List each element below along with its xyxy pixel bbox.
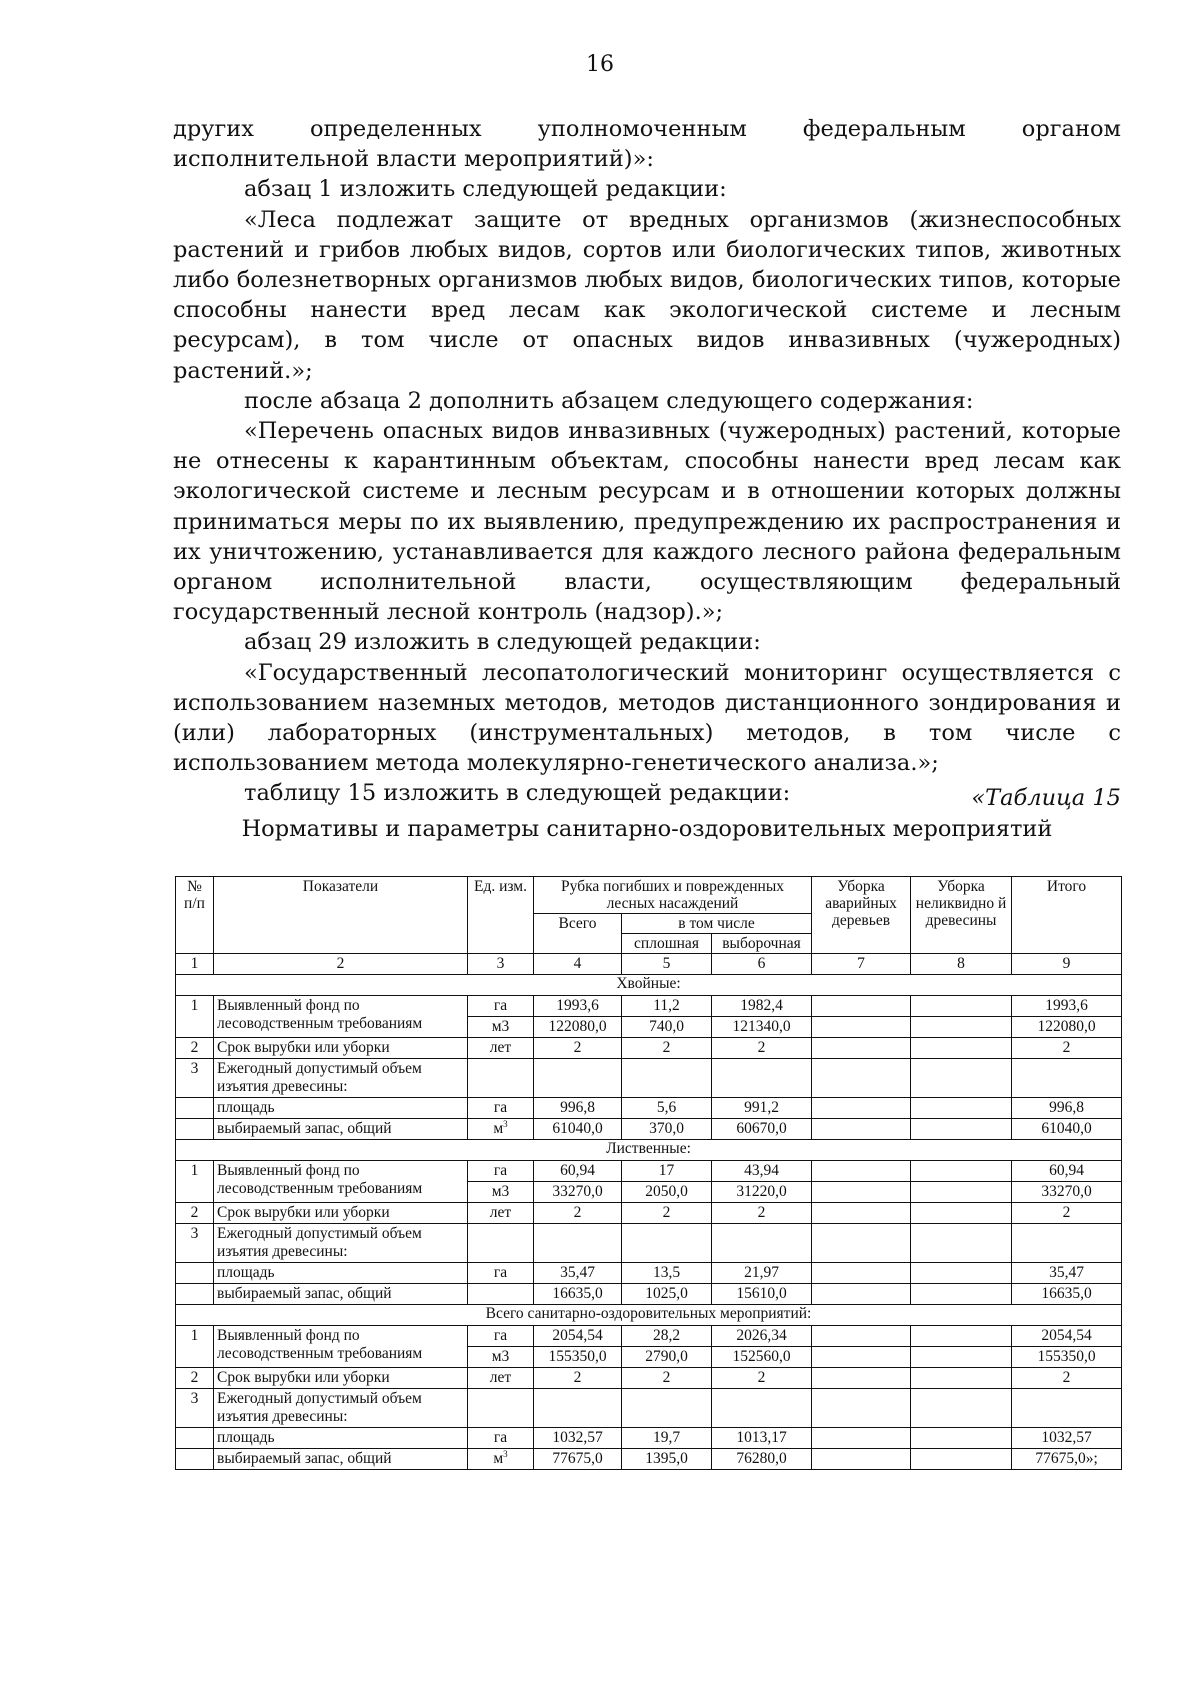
- value-cell: [812, 1284, 911, 1305]
- value-cell: 35,47: [534, 1263, 622, 1284]
- norms-table: [175, 876, 1122, 1470]
- col-number: 6: [712, 954, 812, 975]
- col-number: 9: [1012, 954, 1122, 975]
- value-cell: [911, 1284, 1012, 1305]
- unit-cell: м3: [468, 1347, 534, 1368]
- empty-cell: [534, 1059, 622, 1098]
- unit-cell: га: [468, 1326, 534, 1347]
- unit-cell: лет: [468, 1038, 534, 1059]
- value-cell: [911, 1449, 1012, 1470]
- value-cell: [812, 1326, 911, 1347]
- table-row: [176, 1098, 1122, 1119]
- header-indicator: Показатели: [214, 877, 468, 954]
- unit-cell: лет: [468, 1368, 534, 1389]
- paragraph: после абзаца 2 дополнить абзацем следующего содержания:: [244, 387, 974, 414]
- value-cell: 2: [622, 1203, 712, 1224]
- indicator-label: площадь: [214, 1428, 468, 1449]
- table-title: Нормативы и параметры санитарно-оздоровительных мероприятий: [241, 816, 1053, 842]
- empty-cell: [534, 1224, 622, 1263]
- value-cell: 2: [1012, 1038, 1122, 1059]
- empty-cell: [1012, 1389, 1122, 1428]
- table-row: [176, 996, 1122, 1017]
- value-cell: [812, 1428, 911, 1449]
- table-row: [176, 1038, 1122, 1059]
- unit-superscript: 3: [503, 1448, 508, 1459]
- value-cell: 2026,34: [712, 1326, 812, 1347]
- value-cell: 77675,0»;: [1012, 1449, 1122, 1470]
- value-cell: 60,94: [1012, 1161, 1122, 1182]
- indicator-label: Выявленный фонд по лесоводственным требованиям: [214, 1326, 468, 1368]
- table-caption: «Таблица 15: [971, 785, 1121, 811]
- value-cell: [911, 1119, 1012, 1140]
- value-cell: 11,2: [622, 996, 712, 1017]
- value-cell: 77675,0: [534, 1449, 622, 1470]
- value-cell: [812, 1098, 911, 1119]
- empty-cell: [468, 1389, 534, 1428]
- value-cell: 60,94: [534, 1161, 622, 1182]
- value-cell: 61040,0: [534, 1119, 622, 1140]
- value-cell: 2: [534, 1038, 622, 1059]
- value-cell: 2054,54: [534, 1326, 622, 1347]
- col-number: 4: [534, 954, 622, 975]
- value-cell: 43,94: [712, 1161, 812, 1182]
- row-number: 3: [176, 1059, 214, 1098]
- table-row: [176, 1428, 1122, 1449]
- empty-cell: [712, 1224, 812, 1263]
- empty-cell: [176, 1449, 214, 1470]
- value-cell: 1013,17: [712, 1428, 812, 1449]
- row-number: 2: [176, 1038, 214, 1059]
- empty-cell: [712, 1389, 812, 1428]
- unit-cell: лет: [468, 1203, 534, 1224]
- value-cell: 17: [622, 1161, 712, 1182]
- value-cell: 2054,54: [1012, 1326, 1122, 1347]
- value-cell: 2: [534, 1203, 622, 1224]
- value-cell: 121340,0: [712, 1017, 812, 1038]
- header-illiquid: Уборка неликвидно й древесины: [911, 877, 1012, 954]
- value-cell: 122080,0: [534, 1017, 622, 1038]
- value-cell: [812, 1161, 911, 1182]
- value-cell: 155350,0: [1012, 1347, 1122, 1368]
- empty-cell: [468, 1224, 534, 1263]
- indicator-label: Выявленный фонд по лесоводственным требованиям: [214, 996, 468, 1038]
- value-cell: [812, 1203, 911, 1224]
- value-cell: 2: [1012, 1368, 1122, 1389]
- value-cell: 996,8: [1012, 1098, 1122, 1119]
- value-cell: [911, 1161, 1012, 1182]
- header-emergency: Уборка аварийных деревьев: [812, 877, 911, 954]
- paragraph: «Государственный лесопатологический мониторинг осуществляется с использованием наземных методов, методов дистанционного зондирования и (или) лабораторных (инструментальных) методов, в том числе с использованием метода молекулярно-генетического анализа.»;: [173, 659, 1121, 777]
- value-cell: [812, 1347, 911, 1368]
- row-number: 3: [176, 1389, 214, 1428]
- empty-cell: [176, 1119, 214, 1140]
- row-number: 1: [176, 1326, 214, 1368]
- value-cell: [812, 1038, 911, 1059]
- value-cell: 61040,0: [1012, 1119, 1122, 1140]
- value-cell: 2: [712, 1203, 812, 1224]
- unit-cell: га: [468, 996, 534, 1017]
- header-total: Итого: [1012, 877, 1122, 954]
- value-cell: [911, 996, 1012, 1017]
- value-cell: 16635,0: [534, 1284, 622, 1305]
- table-row: [176, 1284, 1122, 1305]
- unit-cell: га: [468, 1098, 534, 1119]
- header-num: № п/п: [176, 877, 214, 954]
- value-cell: 152560,0: [712, 1347, 812, 1368]
- table-header-row: [176, 877, 1122, 914]
- indicator-label: Срок вырубки или уборки: [214, 1038, 468, 1059]
- unit-cell: м3: [468, 1182, 534, 1203]
- table-row: [176, 1263, 1122, 1284]
- value-cell: [911, 1326, 1012, 1347]
- norms-table-wrapper: [175, 876, 1121, 1470]
- indicator-label: Срок вырубки или уборки: [214, 1203, 468, 1224]
- value-cell: [911, 1368, 1012, 1389]
- col-number: 8: [911, 954, 1012, 975]
- col-number: 2: [214, 954, 468, 975]
- value-cell: 19,7: [622, 1428, 712, 1449]
- empty-cell: [176, 1428, 214, 1449]
- indicator-label: Ежегодный допустимый объем изъятия древесины:: [214, 1389, 468, 1428]
- row-number: 2: [176, 1368, 214, 1389]
- row-number: 1: [176, 996, 214, 1038]
- empty-cell: [622, 1224, 712, 1263]
- paragraph: таблицу 15 изложить в следующей редакции:: [244, 780, 791, 807]
- unit-cell: га: [468, 1161, 534, 1182]
- value-cell: 991,2: [712, 1098, 812, 1119]
- value-cell: [812, 1119, 911, 1140]
- value-cell: 2: [622, 1038, 712, 1059]
- unit-superscript: 3: [503, 1118, 508, 1129]
- table-row: [176, 1326, 1122, 1347]
- column-numbers-row: [176, 954, 1122, 975]
- section-title: Хвойные:: [176, 975, 1122, 996]
- indicator-label: выбираемый запас, общий: [214, 1284, 468, 1305]
- row-number: 2: [176, 1203, 214, 1224]
- section-title-row: [176, 975, 1122, 996]
- indicator-label: Выявленный фонд по лесоводственным требованиям: [214, 1161, 468, 1203]
- value-cell: 1032,57: [1012, 1428, 1122, 1449]
- paragraph: абзац 1 изложить следующей редакции:: [244, 176, 727, 203]
- value-cell: 1993,6: [534, 996, 622, 1017]
- indicator-label: Ежегодный допустимый объем изъятия древесины:: [214, 1059, 468, 1098]
- value-cell: [911, 1263, 1012, 1284]
- indicator-label: выбираемый запас, общий: [214, 1119, 468, 1140]
- unit-text: м: [493, 1450, 504, 1467]
- empty-cell: [812, 1059, 911, 1098]
- indicator-label: площадь: [214, 1098, 468, 1119]
- row-number: 3: [176, 1224, 214, 1263]
- empty-cell: [712, 1059, 812, 1098]
- header-selective: выборочная: [712, 934, 812, 954]
- unit-cell: га: [468, 1428, 534, 1449]
- empty-cell: [911, 1059, 1012, 1098]
- paragraph: «Перечень опасных видов инвазивных (чужеродных) растений, которые не отнесены к карантинным объектам, способны нанести вред лесам как экологической системе и лесным ресурсам и в отношении которых должны приниматься меры по их выявлению, предупреждению их распространения и их уничтожению, устанавливается для каждого лесного района федеральным органом исполнительной власти, осуществляющим федеральный государственный лесной контроль (надзор).»;: [173, 418, 1121, 626]
- table-row: [176, 1203, 1122, 1224]
- value-cell: 5,6: [622, 1098, 712, 1119]
- value-cell: 1993,6: [1012, 996, 1122, 1017]
- section-title-row: [176, 1305, 1122, 1326]
- empty-cell: [622, 1389, 712, 1428]
- row-number: 1: [176, 1161, 214, 1203]
- empty-cell: [176, 1263, 214, 1284]
- table-row: [176, 1161, 1122, 1182]
- empty-cell: [812, 1389, 911, 1428]
- value-cell: 740,0: [622, 1017, 712, 1038]
- unit-cell: [468, 1119, 534, 1140]
- value-cell: 76280,0: [712, 1449, 812, 1470]
- paragraph: «Леса подлежат защите от вредных организмов (жизнеспособных растений и грибов любых видов, сортов или биологических типов, животных либо болезнетворных организмов любых видов, биологических типов, которые способны нанести вред лесам как экологической системе и лесным ресурсам), в том числе от опасных видов инвазивных (чужеродных) растений.»;: [173, 206, 1121, 384]
- value-cell: 21,97: [712, 1263, 812, 1284]
- value-cell: 1395,0: [622, 1449, 712, 1470]
- value-cell: 33270,0: [1012, 1182, 1122, 1203]
- empty-cell: [176, 1284, 214, 1305]
- table-row: [176, 1119, 1122, 1140]
- unit-cell: га: [468, 1263, 534, 1284]
- unit-cell: м3: [468, 1017, 534, 1038]
- unit-cell: [468, 1284, 534, 1305]
- section-title-row: [176, 1140, 1122, 1161]
- empty-cell: [534, 1389, 622, 1428]
- value-cell: 122080,0: [1012, 1017, 1122, 1038]
- col-number: 1: [176, 954, 214, 975]
- value-cell: 2790,0: [622, 1347, 712, 1368]
- value-cell: 1025,0: [622, 1284, 712, 1305]
- unit-cell: [468, 1449, 534, 1470]
- value-cell: [812, 1449, 911, 1470]
- value-cell: [911, 1098, 1012, 1119]
- value-cell: 2: [1012, 1203, 1122, 1224]
- header-clear: сплошная: [622, 934, 712, 954]
- value-cell: 60670,0: [712, 1119, 812, 1140]
- table-row: [176, 1059, 1122, 1098]
- value-cell: 28,2: [622, 1326, 712, 1347]
- indicator-label: Ежегодный допустимый объем изъятия древесины:: [214, 1224, 468, 1263]
- table-row: [176, 1389, 1122, 1428]
- value-cell: 155350,0: [534, 1347, 622, 1368]
- value-cell: 1982,4: [712, 996, 812, 1017]
- header-felling: Рубка погибших и поврежденных лесных насаждений: [534, 877, 812, 914]
- col-number: 5: [622, 954, 712, 975]
- value-cell: [812, 1368, 911, 1389]
- page-number: 16: [586, 52, 614, 77]
- value-cell: 33270,0: [534, 1182, 622, 1203]
- value-cell: [812, 1263, 911, 1284]
- value-cell: 2: [622, 1368, 712, 1389]
- value-cell: 16635,0: [1012, 1284, 1122, 1305]
- value-cell: [812, 1017, 911, 1038]
- empty-cell: [812, 1224, 911, 1263]
- value-cell: [911, 1182, 1012, 1203]
- indicator-label: площадь: [214, 1263, 468, 1284]
- unit-text: м: [493, 1120, 504, 1137]
- table-row: [176, 1449, 1122, 1470]
- empty-cell: [1012, 1059, 1122, 1098]
- value-cell: [911, 1203, 1012, 1224]
- value-cell: [911, 1038, 1012, 1059]
- indicator-label: выбираемый запас, общий: [214, 1449, 468, 1470]
- value-cell: 13,5: [622, 1263, 712, 1284]
- col-number: 3: [468, 954, 534, 975]
- empty-cell: [622, 1059, 712, 1098]
- paragraph: других определенных уполномоченным федеральным органом исполнительной власти мероприятий)»:: [173, 116, 1121, 173]
- value-cell: [911, 1017, 1012, 1038]
- value-cell: [812, 1182, 911, 1203]
- section-title: Всего санитарно-оздоровительных мероприятий:: [176, 1305, 1122, 1326]
- indicator-label: Срок вырубки или уборки: [214, 1368, 468, 1389]
- header-unit: Ед. изм.: [468, 877, 534, 954]
- empty-cell: [1012, 1224, 1122, 1263]
- value-cell: [911, 1428, 1012, 1449]
- body-text: [173, 114, 1121, 809]
- value-cell: 15610,0: [712, 1284, 812, 1305]
- empty-cell: [911, 1389, 1012, 1428]
- table-row: [176, 1224, 1122, 1263]
- value-cell: 2: [534, 1368, 622, 1389]
- col-number: 7: [812, 954, 911, 975]
- value-cell: 2: [712, 1368, 812, 1389]
- value-cell: [911, 1347, 1012, 1368]
- section-title: Лиственные:: [176, 1140, 1122, 1161]
- header-total-felling: Всего: [534, 914, 622, 954]
- value-cell: 35,47: [1012, 1263, 1122, 1284]
- value-cell: 31220,0: [712, 1182, 812, 1203]
- value-cell: 2: [712, 1038, 812, 1059]
- value-cell: 1032,57: [534, 1428, 622, 1449]
- value-cell: 2050,0: [622, 1182, 712, 1203]
- value-cell: 996,8: [534, 1098, 622, 1119]
- header-including: в том числе: [622, 914, 812, 934]
- value-cell: 370,0: [622, 1119, 712, 1140]
- table-row: [176, 1368, 1122, 1389]
- value-cell: [812, 996, 911, 1017]
- paragraph: абзац 29 изложить в следующей редакции:: [244, 629, 761, 656]
- empty-cell: [911, 1224, 1012, 1263]
- empty-cell: [468, 1059, 534, 1098]
- empty-cell: [176, 1098, 214, 1119]
